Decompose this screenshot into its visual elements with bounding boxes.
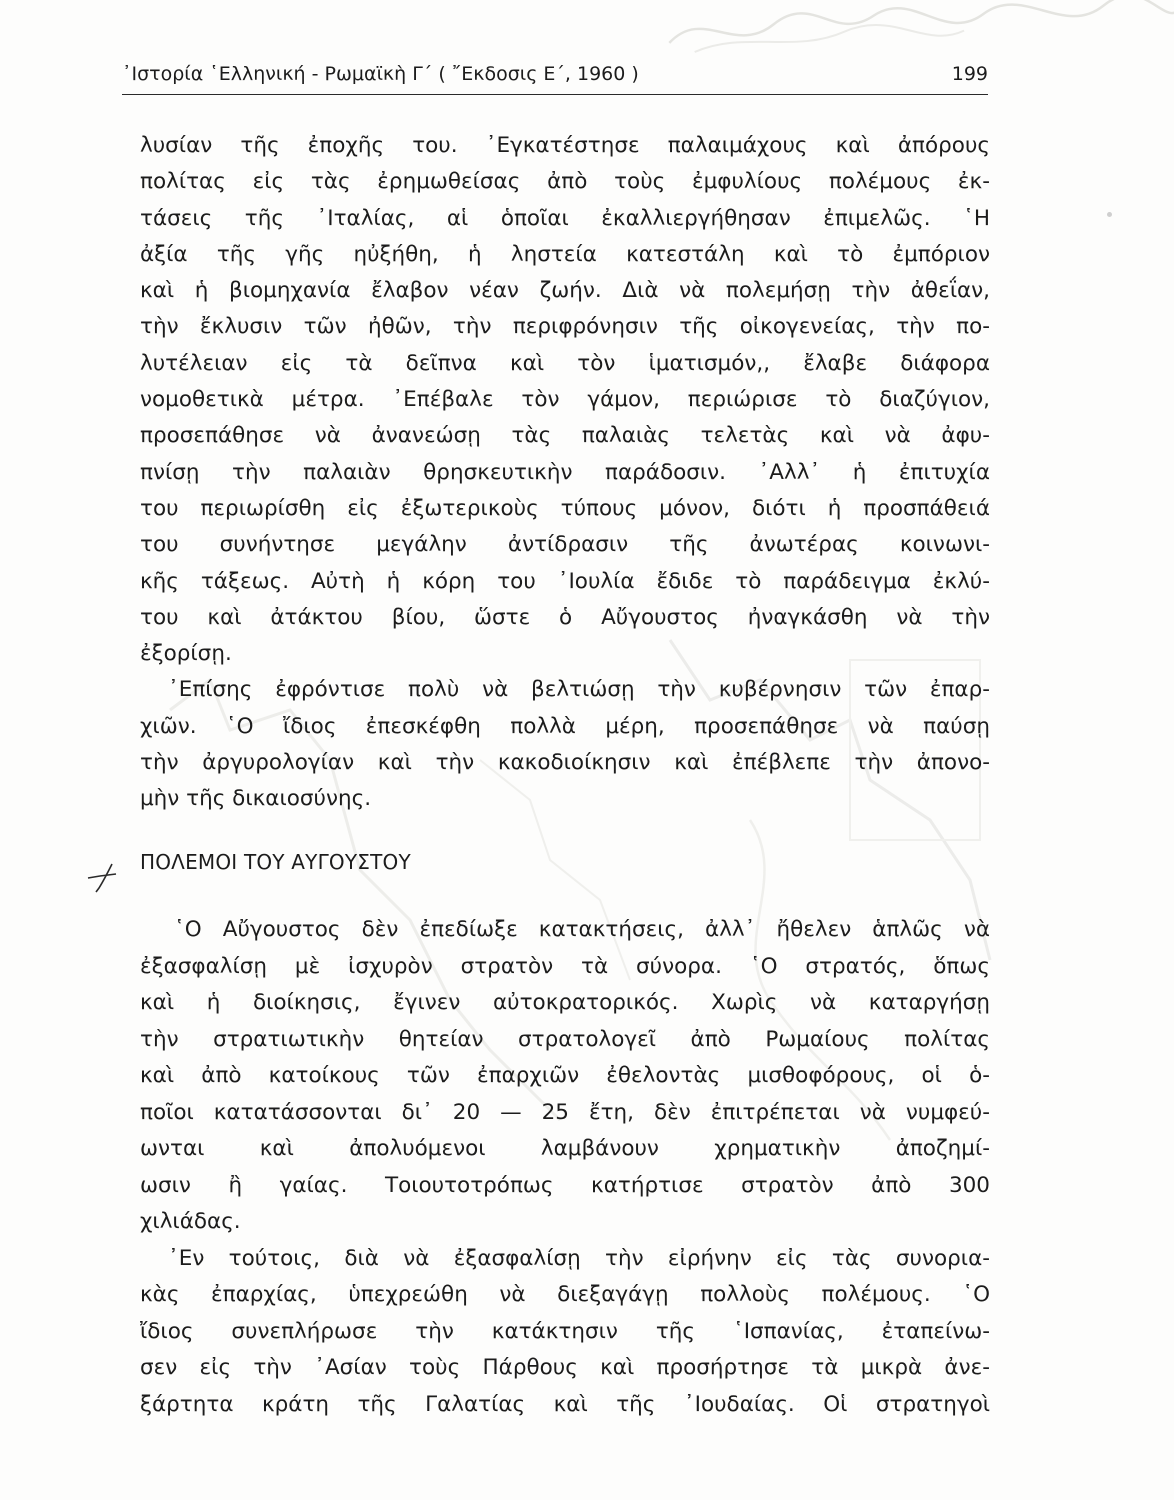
- text-line: σεν εἰς τὴν ᾿Ασίαν τοὺς Πάρθους καὶ προσήρτησε τὰ μικρὰ ἀνε-: [140, 1355, 990, 1380]
- text-line: τὴν στρατιωτικὴν θητείαν στρατολογεῖ ἀπὸ Ρωμαίους πολίτας: [140, 1026, 990, 1052]
- text-line: νομοθετικὰ μέτρα. ᾿Επέβαλε τὸν γάμον, περιώρισε τὸ διαζύγιον,: [140, 387, 990, 413]
- running-head: [122, 60, 988, 95]
- text-line: ποῖοι κατατάσσονται δι᾿ 20 — 25 ἔτη, δὲν ἐπιτρέπεται νὰ νυμφεύ-: [140, 1099, 990, 1125]
- text-line: τάσεις τῆς ᾿Ιταλίας, αἱ ὁποῖαι ἐκαλλιεργήθησαν ἐπιμελῶς. ῾Η: [140, 205, 990, 231]
- page-number: 199: [951, 63, 988, 85]
- show-through-handwriting-squiggle: [663, 0, 1174, 63]
- text-line: λυσίαν τῆς ἐποχῆς του. ᾿Εγκατέστησε παλαιμάχους καὶ ἀπόρους: [140, 133, 990, 158]
- text-line: ᾿Επίσης ἐφρόντισε πολὺ νὰ βελτιώσῃ τὴν κυβέρνησιν τῶν ἐπαρ-: [168, 677, 990, 703]
- text-line: ᾿Εν τούτοις, διὰ νὰ ἐξασφαλίσῃ τὴν εἰρήνην εἰς τὰς συνορια-: [168, 1245, 990, 1271]
- text-line: προσεπάθησε νὰ ἀνανεώσῃ τὰς παλαιὰς τελετὰς καὶ νὰ ἀφυ-: [140, 423, 990, 449]
- text-line: ἐξορίσῃ.: [140, 641, 232, 667]
- text-line: πνίσῃ τὴν παλαιὰν θρησκευτικὴν παράδοσιν. ᾿Αλλ᾿ ἡ ἐπιτυχία: [140, 459, 990, 485]
- text-line: πολίτας εἰς τὰς ἐρημωθείσας ἀπὸ τοὺς ἐμφυλίους πολέμους ἐκ-: [140, 169, 990, 195]
- text-line: του καὶ ἀτάκτου βίου, ὥστε ὁ Αὔγουστος ἠναγκάσθη νὰ τὴν: [140, 604, 990, 630]
- text-line: λυτέλειαν εἰς τὰ δεῖπνα καὶ τὸν ἱματισμόν,, ἔλαβε διάφορα: [140, 350, 990, 376]
- handwritten-tick-mark: [82, 858, 122, 898]
- text-line: μὴν τῆς δικαιοσύνης.: [140, 786, 372, 812]
- text-line: ῾Ο Αὔγουστος δὲν ἐπεδίωξε κατακτήσεις, ἀλλ᾿ ἤθελεν ἁπλῶς νὰ: [174, 917, 990, 942]
- body-text-section-2: [140, 912, 990, 1423]
- text-line: χιλιάδας.: [140, 1209, 241, 1234]
- text-line: ωσιν ἢ γαίας. Τοιουτοτρόπως κατήρτισε στρατὸν ἀπὸ 300: [140, 1172, 990, 1198]
- running-head-title: ᾿Ιστορία ῾Ελληνική - Ρωμαϊκὴ Γ΄ ( ῎Εκδοσις Ε΄, 1960 ): [122, 63, 639, 85]
- text-line: ωνται καὶ ἀπολυόμενοι λαμβάνουν χρηματικὴν ἀποζημί-: [140, 1136, 990, 1161]
- margin-dot: [1107, 212, 1112, 217]
- text-line: καὶ ἀπὸ κατοίκους τῶν ἐπαρχιῶν ἐθελοντὰς μισθοφόρους, οἱ ὁ-: [140, 1063, 990, 1088]
- text-line: ξάρτητα κράτη τῆς Γαλατίας καὶ τῆς ᾿Ιουδαίας. Οἱ στρατηγοὶ: [140, 1391, 990, 1417]
- text-line: καὶ ἡ βιομηχανία ἔλαβον νέαν ζωήν. Διὰ νὰ πολεμήσῃ τὴν ἀθεΐαν,: [140, 278, 990, 304]
- text-line: κὰς ἐπαρχίας, ὑπεχρεώθη νὰ διεξαγάγῃ πολλοὺς πολέμους. ῾Ο: [140, 1282, 990, 1307]
- text-line: τὴν ἔκλυσιν τῶν ἠθῶν, τὴν περιφρόνησιν τῆς οἰκογενείας, τὴν πο-: [140, 314, 990, 340]
- text-line: ἐξασφαλίσῃ μὲ ἰσχυρὸν στρατὸν τὰ σύνορα. ῾Ο στρατός, ὅπως: [140, 953, 990, 979]
- text-line: του περιωρίσθη εἰς ἐξωτερικοὺς τύπους μόνον, διότι ἡ προσπάθειά: [140, 495, 990, 521]
- text-line: ἀξία τῆς γῆς ηὐξήθη, ἡ ληστεία κατεστάλη καὶ τὸ ἐμπόριον: [140, 241, 990, 267]
- text-line: κῆς τάξεως. Αὐτὴ ἡ κόρη του ᾿Ιουλία ἔδιδε τὸ παράδειγμα ἐκλύ-: [140, 568, 990, 594]
- body-text-section-1: [140, 128, 990, 818]
- text-line: του συνήντησε μεγάλην ἀντίδρασιν τῆς ἀνωτέρας κοινωνι-: [140, 532, 990, 558]
- section-heading: ΠΟΛΕΜΟΙ ΤΟΥ ΑΥΓΟΥΣΤΟΥ: [140, 850, 411, 874]
- text-line: ἴδιος συνεπλήρωσε τὴν κατάκτησιν τῆς ῾Ισπανίας, ἐταπείνω-: [140, 1318, 990, 1344]
- text-line: καὶ ἡ διοίκησις, ἔγινεν αὐτοκρατορικός. Χωρὶς νὰ καταργήσῃ: [140, 990, 990, 1015]
- text-line: χιῶν. ῾Ο ἴδιος ἐπεσκέφθη πολλὰ μέρη, προσεπάθησε νὰ παύσῃ: [140, 713, 990, 739]
- text-line: τὴν ἀργυρολογίαν καὶ τὴν κακοδιοίκησιν καὶ ἐπέβλεπε τὴν ἀπονο-: [140, 750, 990, 776]
